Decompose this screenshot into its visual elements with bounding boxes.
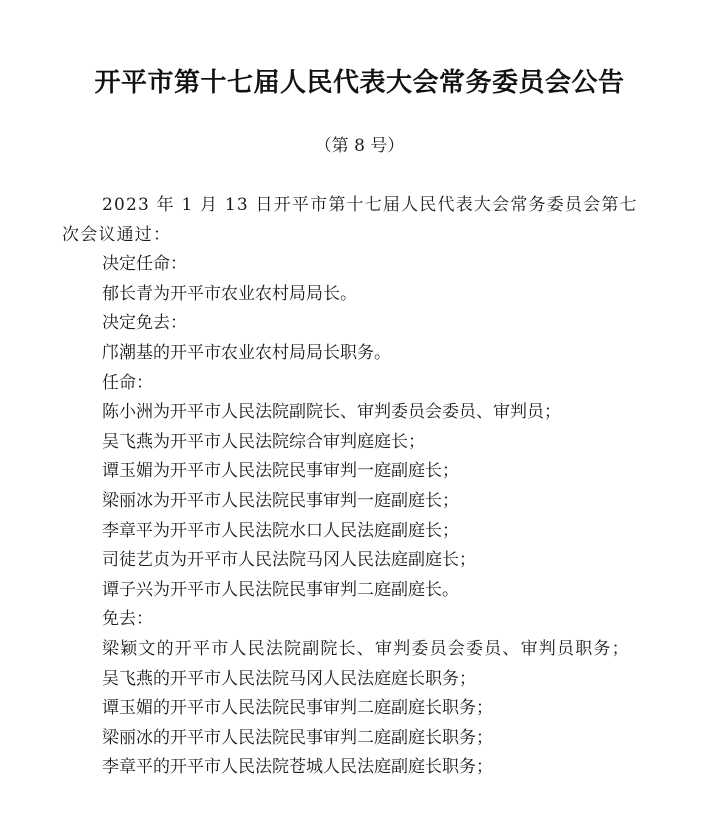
list-item: 郁长青为开平市农业农村局局长。 (102, 283, 357, 304)
section-heading-remove: 免去： (102, 609, 153, 630)
list-item: 李章平的开平市人民法院苍城人民法庭副庭长职务； (102, 757, 493, 778)
list-item: 谭玉媚的开平市人民法院民事审判二庭副庭长职务； (102, 698, 493, 719)
section-heading-remove-decision: 决定免去： (102, 313, 187, 334)
list-item: 司徒艺贞为开平市人民法院马冈人民法庭副庭长； (102, 550, 476, 571)
section-heading-appoint: 任命： (102, 372, 153, 393)
intro-paragraph: 2023 年 1 月 13 日开平市第十七届人民代表大会常务委员会第七次会议通过： (62, 195, 638, 245)
announcement-body (62, 191, 642, 783)
list-item: 梁丽冰为开平市人民法院民事审判一庭副庭长； (102, 490, 459, 511)
list-item: 吴飞燕为开平市人民法院综合审判庭庭长； (102, 431, 425, 452)
list-item: 谭玉媚为开平市人民法院民事审判一庭副庭长； (102, 461, 459, 482)
announcement-title: 开平市第十七届人民代表大会常务委员会公告 (94, 68, 625, 98)
list-item: 梁颖文的开平市人民法院副院长、审判委员会委员、审判员职务； (102, 638, 630, 659)
list-item: 吴飞燕的开平市人民法院马冈人民法庭庭长职务； (102, 668, 476, 689)
announcement-number: （第 8 号） (314, 136, 405, 156)
section-heading-appoint-decision: 决定任命： (102, 254, 187, 275)
list-item: 梁丽冰的开平市人民法院民事审判二庭副庭长职务； (102, 727, 493, 748)
list-item: 邝潮基的开平市农业农村局局长职务。 (102, 342, 391, 363)
list-item: 陈小洲为开平市人民法院副院长、审判委员会委员、审判员； (102, 402, 561, 423)
list-item: 李章平为开平市人民法院水口人民法庭副庭长； (102, 520, 459, 541)
list-item: 谭子兴为开平市人民法院民事审判二庭副庭长。 (102, 579, 459, 600)
